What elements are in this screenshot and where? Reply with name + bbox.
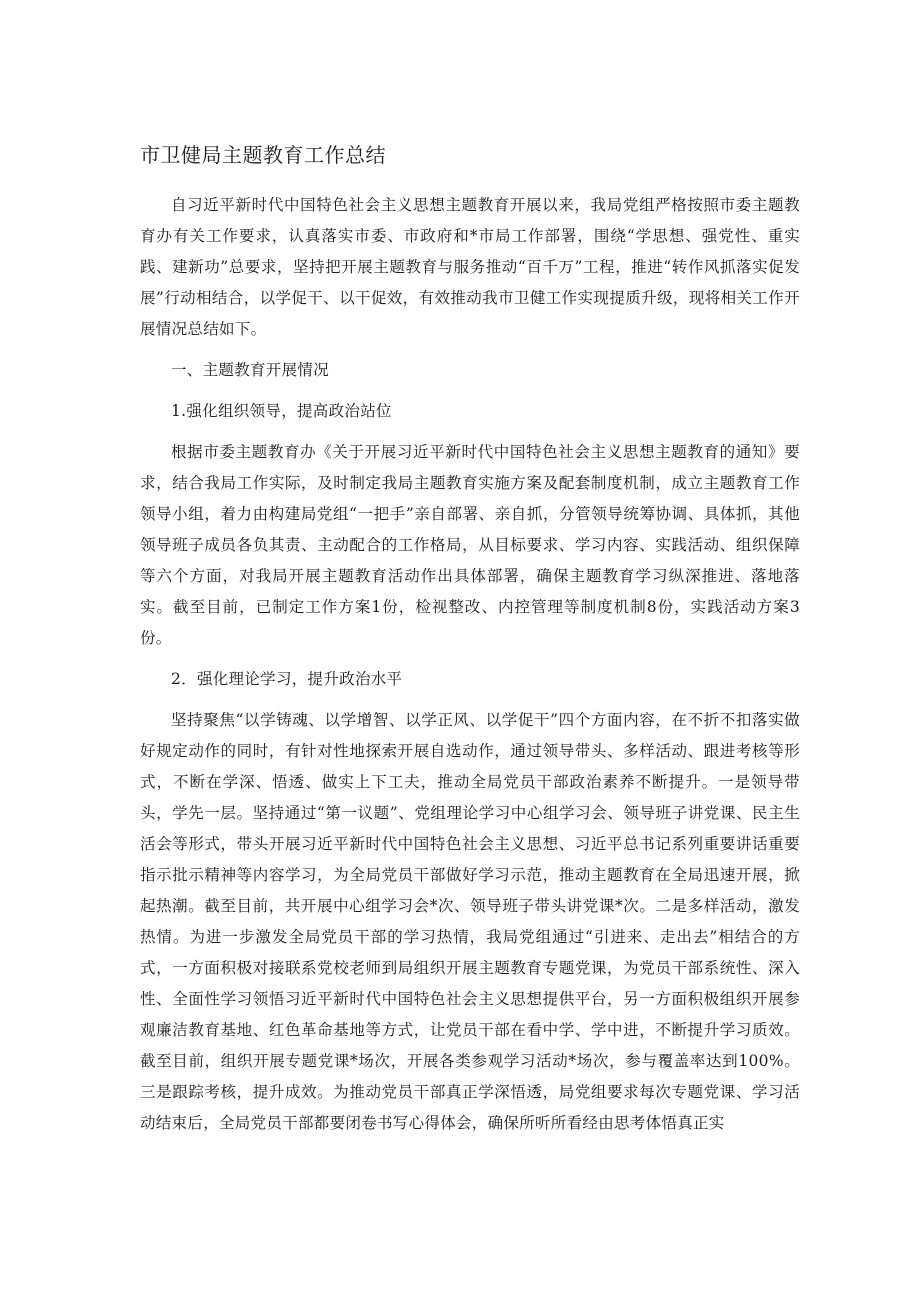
intro-paragraph: 自习近平新时代中国特色社会主义思想主题教育开展以来，我局党组严格按照市委主题教育办有关工作要求，认真落实市委、市政府和*市局工作部署，围绕“学思想、强党性、重实践、建新功”总要求，坚持把开展主题教育与服务推动“百千万”工程，推进“转作风抓落实促发展”行动相结合，以学促干、以干促效，有效推动我市卫健工作实现提质升级，现将相关工作开展情况总结如下。 <box>140 196 800 338</box>
section-heading-1: 一、主题教育开展情况 <box>171 361 330 379</box>
subsection-1-paragraph: 根据市委主题教育办《关于开展习近平新时代中国特色社会主义思想主题教育的通知》要求，结合我局工作实际，及时制定我局主题教育实施方案及配套制度机制，成立主题教育工作领导小组，着力由构建局党组“一把手”亲自部署、亲自抓，分管领导统筹协调、具体抓，其他领导班子成员各负其责、主动配合的工作格局，从目标要求、学习内容、实践活动、组织保障等六个方面，对我局开展主题教育活动作出具体部署，确保主题教育学习纵深推进、落地落实。截至目前，已制定工作方案1份，检视整改、内控管理等制度机制8份，实践活动方案3份。 <box>140 443 800 647</box>
subsection-heading-2: 2．强化理论学习，提升政治水平 <box>171 670 403 688</box>
subsection-heading-1: 1.强化组织领导，提高政治站位 <box>171 402 392 420</box>
subsection-2-paragraph: 坚持聚焦“以学铸魂、以学增智、以学正风、以学促干”四个方面内容，在不折不扣落实做好规定动作的同时，有针对性地探索开展自选动作，通过领导带头、多样活动、跟进考核等形式，不断在学深、悟透、做实上下工夫，推动全局党员干部政治素养不断提升。一是领导带头，学先一层。坚持通过“第一议题”、党组理论学习中心组学习会、领导班子讲党课、民主生活会等形式，带头开展习近平新时代中国特色社会主义思想、习近平总书记系列重要讲话重要指示批示精神等内容学习，为全局党员干部做好学习示范，推动主题教育在全局迅速开展，掀起热潮。截至目前，共开展中心组学习会*次、领导班子带头讲党课*次。二是多样活动，激发热情。为进一步激发全局党员干部的学习热情，我局党组通过“引进来、走出去”相结合的方式，一方面积极对接联系党校老师到局组织开展主题教育专题党课，为党员干部系统性、深入性、全面性学习领悟习近平新时代中国特色社会主义思想提供平台，另一方面积极组织开展参观廉洁教育基地、红色革命基地等方式，让党员干部在看中学、学中进，不断提升学习质效。截至目前，组织开展专题党课*场次，开展各类参观学习活动*场次，参与覆盖率达到100%。三是跟踪考核，提升成效。为推动党员干部真正学深悟透，局党组要求每次专题党课、学习活动结束后，全局党员干部都要闭卷书写心得体会，确保所听所看经由思考体悟真正实 <box>140 711 800 1132</box>
document-body <box>140 140 800 1149</box>
document-title: 市卫健局主题教育工作总结 <box>140 143 386 167</box>
